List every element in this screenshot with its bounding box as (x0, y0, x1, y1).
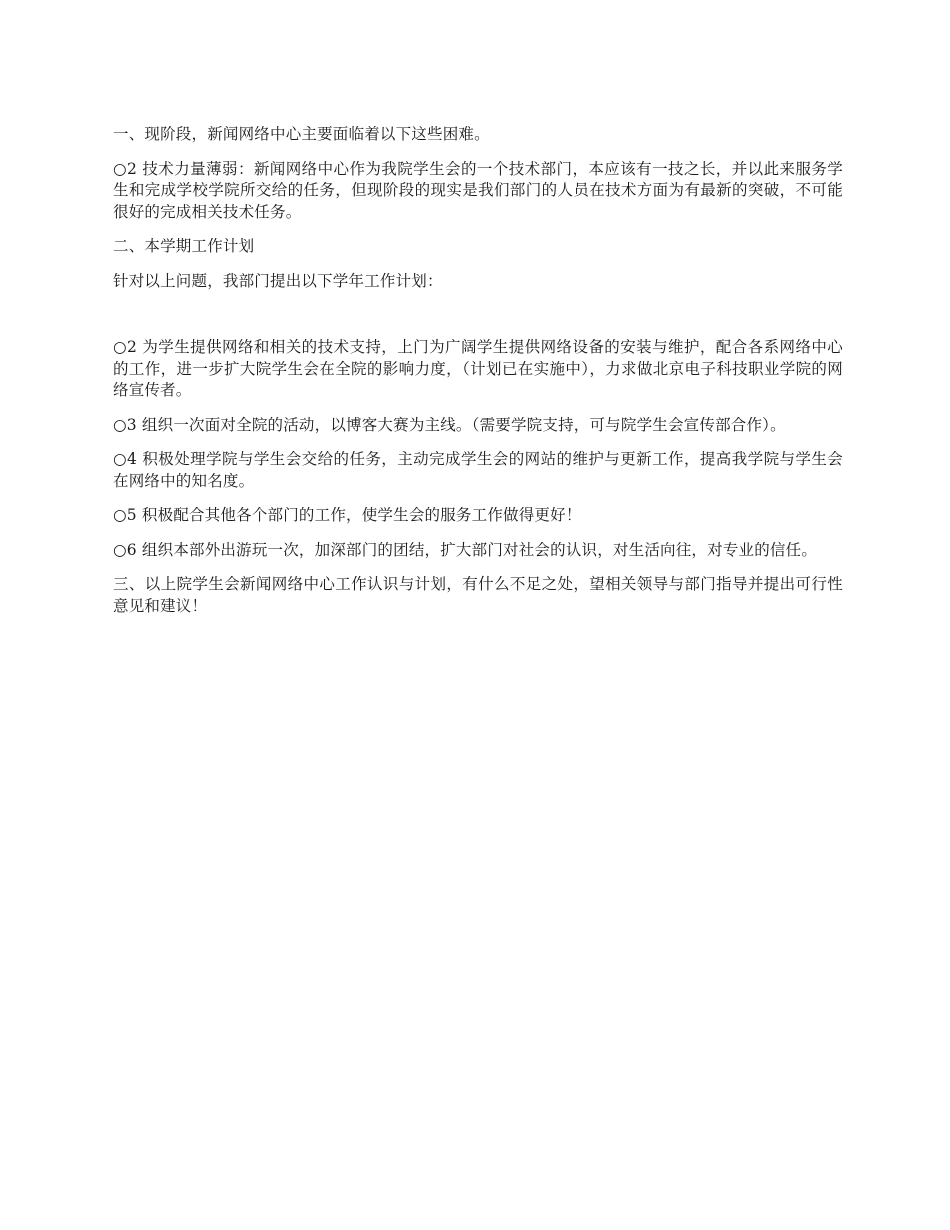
list-item-technical-weakness: ○2 技术力量薄弱：新闻网络中心作为我院学生会的一个技术部门，本应该有一技之长，并以此来服务学生和完成学校学院所交给的任务，但现阶段的现实是我们部门的人员在技术方面为有最新的突破，不可能很好的完成相关技术任务。 (113, 159, 843, 221)
list-item-plan-2: ○2 为学生提供网络和相关的技术支持，上门为广阔学生提供网络设备的安装与维护，配合各系网络中心的工作，进一步扩大院学生会在全院的影响力度，（计划已在实施中），力求做北京电子科技职业学院的网络宣传者。 (113, 338, 843, 399)
section-heading-closing: 三、以上院学生会新闻网络中心工作认识与计划，有什么不足之处，望相关领导与部门指导并提出可行性意见和建议！ (113, 575, 843, 615)
document-body (113, 124, 843, 617)
list-item-plan-5: ○5 积极配合其他各个部门的工作，使学生会的服务工作做得更好！ (113, 506, 582, 524)
list-item-plan-4: ○4 积极处理学院与学生会交给的任务，主动完成学生会的网站的维护与更新工作，提高我学院与学生会在网络中的知名度。 (113, 450, 843, 490)
list-item-plan-3: ○3 组织一次面对全院的活动，以博客大赛为主线。（需要学院支持，可与院学生会宣传部合作）。 (113, 415, 786, 434)
plan-intro: 针对以上问题，我部门提出以下学年工作计划： (113, 271, 443, 290)
list-item-plan-6: ○6 组织本部外出游玩一次，加深部门的团结，扩大部门对社会的认识，对生活向往，对专业的信任。 (113, 540, 818, 559)
section-heading-difficulties: 一、现阶段，新闻网络中心主要面临着以下这些困难。 (113, 125, 490, 143)
section-heading-work-plan: 二、本学期工作计划 (113, 237, 255, 255)
